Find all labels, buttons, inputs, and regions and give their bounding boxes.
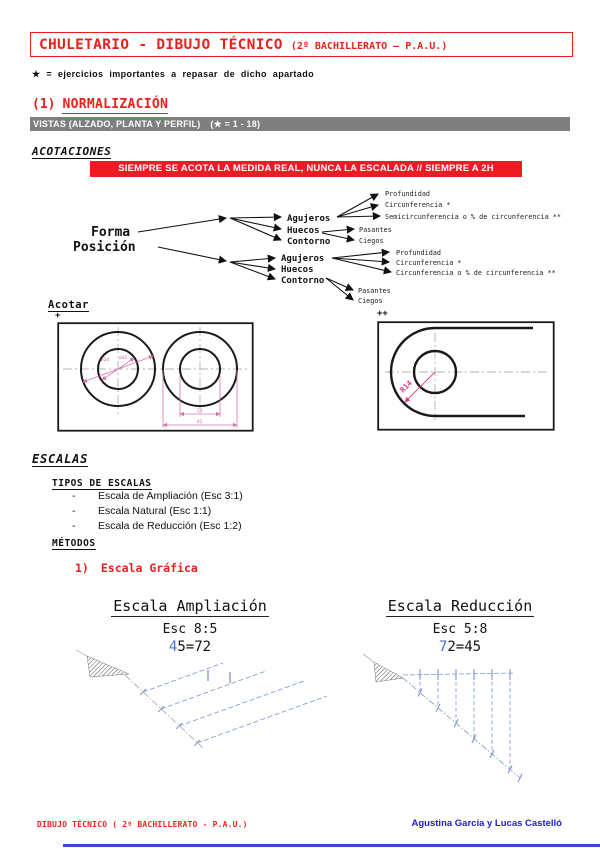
metodo-1-heading <box>75 561 198 575</box>
escalas-heading: ESCALAS <box>32 452 89 466</box>
parallel-rays <box>143 663 327 743</box>
escala-ampliacion-block <box>95 596 285 655</box>
acotar-heading: Acotar <box>48 299 89 311</box>
equation-rest: 2=45 <box>447 639 482 655</box>
section-1-title: NORMALIZACIÓN <box>62 97 169 112</box>
dim-label-inner-width: 24 <box>197 409 203 414</box>
escala-ampliacion-title: Escala Ampliación <box>113 597 267 615</box>
measure-ticks <box>208 670 230 683</box>
tree-arrows <box>138 194 391 300</box>
escala-reduccion-block <box>372 596 548 655</box>
hatched-vertex <box>374 662 403 682</box>
footer-left: DIBUJO TÉCNICO ( 2º BACHILLERATO - P.A.U.) <box>37 820 248 829</box>
tree-root-posicion: Posición <box>73 240 136 255</box>
equation-blue-digit: 7 <box>438 639 448 655</box>
tipos-de-escalas-list <box>68 489 243 534</box>
tree-root-forma: Forma <box>91 225 131 240</box>
tree-leaf: Circunferencia * <box>396 259 462 267</box>
tree-leaf: Circunferencia * <box>385 201 451 209</box>
escala-ampliacion-construction <box>75 648 330 793</box>
document-title: CHULETARIO - DIBUJO TÉCNICO <box>39 36 283 53</box>
escala-ampliacion-ratio: Esc 8:5 <box>162 622 218 637</box>
escala-reduccion-title: Escala Reducción <box>387 597 533 615</box>
tree-leaf: Profundidad <box>396 249 442 257</box>
tree-node: Huecos <box>287 226 320 236</box>
acotar-drawing-washers <box>57 322 254 432</box>
metodos-heading: MÉTODOS <box>52 538 96 549</box>
acotaciones-banner: SIEMPRE SE ACOTA LA MEDIDA REAL, NUNCA LA ESCALADA // SIEMPRE A 2H <box>90 161 522 177</box>
document-subtitle: (2º BACHILLERATO – P.A.U.) <box>290 40 448 52</box>
tipo-reduccion: Escala de Reducción (Esc 1:2) <box>98 520 242 532</box>
acotaciones-tree-diagram <box>60 188 580 306</box>
tree-node: Huecos <box>281 265 314 275</box>
tree-node: Contorno <box>287 237 331 247</box>
diagonal-line <box>403 678 520 778</box>
hatched-vertex <box>87 656 129 677</box>
vistas-bar-star-range: (★ = 1 - 18) <box>210 119 261 129</box>
tipo-ampliacion: Escala de Ampliación (Esc 3:1) <box>98 490 243 502</box>
section-1-number: (1) <box>32 97 56 112</box>
document-title-box <box>30 32 573 57</box>
dim-label-outer-dia: ø42 <box>119 356 128 361</box>
dim-label-inner-dia: ø24 <box>101 358 110 363</box>
tree-leaf: Pasantes <box>359 226 392 234</box>
tree-node: Agujeros <box>281 254 325 264</box>
section-1-heading <box>32 97 168 112</box>
tree-leaf: Circunferencia o % de circunferencia ** <box>396 269 556 277</box>
list-item <box>68 504 243 519</box>
vistas-bar <box>30 117 570 131</box>
tree-leaf: Pasantes <box>358 287 391 295</box>
acotar-marker-right: ++ <box>377 309 388 319</box>
radius-label: R14 <box>398 378 414 395</box>
tipos-de-escalas-heading: TIPOS DE ESCALAS <box>52 478 152 489</box>
equation-blue-digit: 4 <box>168 639 178 655</box>
dim-label-outer-width: 42 <box>197 420 203 425</box>
bullet-dash: - <box>72 490 76 502</box>
bullet-dash: - <box>72 505 76 517</box>
division-ticks <box>140 689 200 746</box>
tree-leaf: Semicircunferencia o % de circunferencia ** <box>385 213 561 221</box>
star-note: ★ = ejercicios importantes a repasar de dicho apartado <box>32 69 315 79</box>
bullet-dash: - <box>72 520 76 532</box>
tree-leaf: Ciegos <box>359 237 384 245</box>
base-diagonal <box>125 675 203 748</box>
acotar-marker-left: + <box>55 311 61 321</box>
equation-rest: 5=72 <box>177 639 212 655</box>
bottom-blue-rule <box>63 844 600 847</box>
dimension-lines <box>83 356 237 428</box>
tipo-natural: Escala Natural (Esc 1:1) <box>98 505 212 517</box>
vistas-bar-label: VISTAS (ALZADO, PLANTA Y PERFIL) <box>33 119 201 129</box>
escala-reduccion-construction <box>358 648 550 798</box>
acotar-drawing-slot <box>377 321 555 431</box>
list-item <box>68 489 243 504</box>
tree-node: Agujeros <box>287 214 331 224</box>
list-item <box>68 519 243 534</box>
acotaciones-heading: ACOTACIONES <box>32 145 112 158</box>
metodo-1-label: Escala Gráfica <box>100 561 198 575</box>
vertical-projections <box>420 675 510 770</box>
tree-node: Contorno <box>281 276 325 286</box>
diagonal-ticks <box>418 689 522 783</box>
tree-leaf: Ciegos <box>358 297 383 305</box>
tree-leaf: Profundidad <box>385 190 431 198</box>
footer-right-authors: Agustina García y Lucas Castelló <box>411 818 562 829</box>
metodo-1-number: 1) <box>75 561 89 575</box>
escala-reduccion-ratio: Esc 5:8 <box>432 622 488 637</box>
